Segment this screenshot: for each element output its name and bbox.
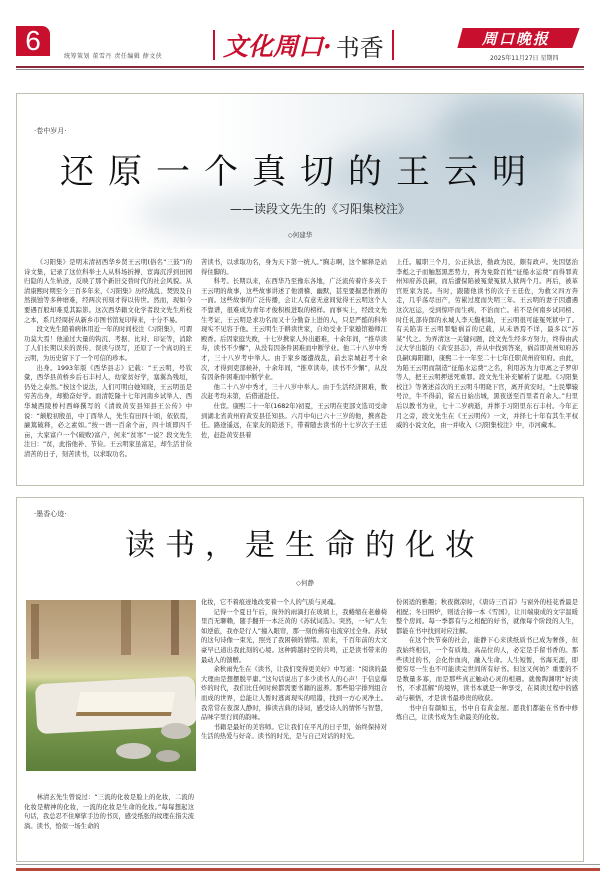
header-rule (16, 66, 584, 68)
paragraph: 上任。履职三个月，公正执法，勤政为民，颇有政声。先因惩治李彪之子而触怒黑恶势力，再为免除百姓“征船水运费”而得罪黄州知府苏良嗣，而后遭保陷被冤蒙冤狱人狱两个月。再后，被革官贬家为民。当时，跟随他读书的次子王廷佐，为救父四方奔走，几乎荡尽田产，劳累过度而失明三年。王云明的妻子因遭遇这次厄运，受到惊吓而生病，不治而亡。若不是何南乡试同榜、时任礼部侍郎的永城人李天馥相助，王云明很可能冤死狱中了。有关陷害王云明罪魁祸首的记载，从未语焉不详，最多以“苏某”代之。为弄清这一关键问题，段文先生经多方努力，终得由武汉大学出版的《黄安县志》，并从中找到答案，祸首即黄州知府苏良嗣(海阳籍)，康熙二十一年至二十七年任职黄州府知府。由此，为陷王云明而制造“征船水运费”之名，利用苏为力审离之子罗卯等人，把王云明押送死重罪。段文先生补充解析了说理。《习阳集校注》等著述首次的王云明斗明晓下官，离开黄安时，“士民攀辕号泣，牛不得前，留五日始出城，黑夜送至百里者百余人。”归里后以教书为业，七十二岁病逝，并葬于习阳里东石丰村。今年正月之旁，段文先生在《王云明传》一文，并择七十年有其生平权威的小说文化，由一并收入《习阳集校注》中，市河藏本。 (396, 259, 578, 430)
paragraph: 苦读书，以求取功名，身为天下第一统人。”胸志啊，这个解释是站得住脚的。 (201, 259, 387, 276)
paragraph: 书籍是最好的美容师。它让我们在平凡的日子里，始终保持对生活的热爱与好奇。读书的时光，是与自己对话的时光。 (201, 723, 387, 741)
book-on-grass-photo (26, 600, 196, 771)
section-title (205, 28, 402, 62)
paragraph: 林清玄先生曾说过：“三流的化妆是脸上的化妆，二流的化妆是精神的化妆，一流的化妆是生命的化妆。”每每想起这句话，我总忍不住摩挲手边的书页，感受纸张的纹理在指尖流淌。读书，恰似一场生命的 (24, 794, 194, 830)
paragraph: 仕宦。康熙二十一年(1682年)初夏，王云明在吏部文选司受命到湖北省黄州府黄安县任知县。六月中旬已六十三岁的他，携喜赴任。路途遥远，在家友的陪送下，带着随去读书的十七岁次子王廷佐，赶赴黄安县着 (201, 402, 387, 439)
section-sub: 书香 (335, 33, 384, 62)
paragraph: 记得一个夏日午后，窗外的雨滴打在玻璃上，我蜷缩在老藤椅里百无聊赖，随手翻开一本泛黄的《苏轼词选》。突然，一句“人生如逆旅，我亦是行人”撞入眼帘，那一刻仿佛有电流穿过全身。苏轼的这句诗像一束光，照亮了我困顿的情绪。原来，千百年前的大文豪早已道出我此刻的心境。这种跨越时空的共鸣，正是读书带来的最动人的馈赠。 (201, 608, 387, 664)
column-tag: ·墨香心迹· (34, 510, 67, 518)
section-main: 文化周口· (223, 32, 332, 61)
paragraph: 书中自有颜如玉，书中自有黄金屋。愿我们都能在书香中修炼自己，让读书成为生命最美的化妆。 (396, 704, 578, 722)
divider (392, 30, 394, 60)
article-title: 读书，是生命的化妆 (125, 528, 485, 563)
header-rule-thin (16, 69, 584, 70)
paragraph: 余秋雨先生在《读书，让我们变得更美好》中写道：“阅读的最大理由是想摆脱平庸。”这句话说出了多少读书人的心声！于信息爆炸的时代，我们比任何时候都需要书籍的滋养。那些铅字排列组合而成的世界，总能让人暂时逃离现实的喧嚣，找到一方心灵净土。我常常在夜深人静时，捧读古典的诗词，感受诗人的情怀与智慧，品味字里行间的韵味。 (201, 666, 387, 722)
paragraph: 段文先生随着病体用近一年的时间校注《习阳集》，可谓功莫大焉！他通过大量的钩沉、考据、比对、印证等，消除了人们长期以来的误传、误读与误写，还原了一个真切的王云明，为历史留下了一个可信的珍本。 (24, 326, 192, 362)
paragraph: 《习阳集》是明末清初西华乡贤王云明(俗名“三鼓”)的诗文集，记录了这位科举士人从科场折搏、宦海沉浮到田园归隐的人生轨迹，反映了那个新旧交替时代的社会风貌。从清康熙时期至今三百多年来，《习阳集》历经战乱、焚毁及自然损蚀等多种磨难，经两次刊刻才得以传世。然而，现如今要遇百般却难觅其踪影。这次西华籍文化学者段文先生所校之本，系几经周折从新乡市图书馆复印得来，十分不易。 (24, 259, 192, 324)
author-byline: ◇何静 (296, 579, 314, 587)
column-tag: ·卷中岁月· (34, 127, 67, 135)
footer-rule-thin (16, 864, 600, 865)
footer-rule (16, 868, 600, 871)
text-column-2 (201, 598, 387, 856)
text-column-2 (201, 258, 387, 480)
paragraph: 他二十八岁中秀才，三十八岁中举人。由于生活经济困难，数次赶考均未第，后借道赴任。 (201, 383, 387, 401)
paragraph: 化妆，它不着痕迹地改变着一个人的气质与灵魂。 (201, 599, 340, 606)
text-column-3 (396, 598, 578, 856)
newspaper-logo (457, 28, 574, 48)
article-subtitle: ——读段文先生的《习阳集校注》 (229, 202, 410, 216)
article-title: 还原一个真切的王云明 (60, 152, 540, 192)
divider (213, 30, 215, 60)
page-number: 6 (16, 26, 50, 56)
text-column-1 (24, 793, 194, 853)
paragraph: 份闲适的雅趣；秋夜微凉时，《唐诗三百首》与窗外的桂花香最是相配；冬日围炉，则适合捧一本《雪国》，让川端康成的文字温暖整个房间。每一季都有与之相配的好书，就像每个阶段的人生，都能在书中找到对应注解。 (396, 599, 578, 635)
author-byline: ◇何建华 (287, 231, 313, 239)
text-column-1 (24, 258, 192, 480)
issue-date: 2025年11月27日 星期四 (490, 55, 559, 62)
paragraph: 出身。1993年版《西华县志》记载：“王云明，号钦彙，西华县黄桥乡后石丰村人，幼家贫好学，塞翼為残垣，仍处之泰然。”按这个说法，人们可明白她知晓，王云明虽是穷苦出身，却勤奋好学。而清乾隆十七年河南乡试举人、西华城西陵桥村西峰撰写的《清故黄安县知县王公传》中说：“颠般初殷虽，中丁酉举人，先生有田四十顷，依依焉，廉篤破释，必之素如。”按一语一百余个亩，四十顷即四千亩，大家富户一个(破败)富户，何来“贫寒”一说？段文先生注日：“贫，此指他补、节俭。王云明家虽富足，却生活甘俭清苦的日子，刻苦读书，以求取功名。 (24, 364, 192, 458)
editor-credits: 统筹策划 董雪丹 责任编辑 薛文侠 (64, 53, 163, 60)
paragraph: 在这个快节奏的社会，能静下心来读纸质书已成为奢侈，但我始终相信，一个有质地、高品位的人，必定是手留书香的。那些读过的书，会化作血肉，融入生命。人生短暂，书海无涯，即使穷尽一生也不可能读完世间所有好书。但这又何妨？重要的不是数量多寡，而是那些真正触动心灵的相遇。就像陶渊明“好读书，不求甚解”的境界，读书本就是一种享受，在阅读过程中的感动与顿悟，才是读书最珍贵的收获。 (396, 637, 578, 702)
logo-text: 周口晚报 (481, 29, 550, 48)
paragraph: 科考。长期以来，在西华乃至豫东各地，广泛流传着许多关于王云明的故事，这些故事讲述了他滑稽、幽默，甚至要掘恶作剧的一面。这些故事的广泛传播，会让人有意无意间觉得王云明这个人不靠谱，很难成为青年才俊积极进取的榜样。而事实上，经段文先生考证，王云明是求功名而又十分勤奋上进的人，只是严酷的科举现实不见容于他。王云明生于耕读世家，自幼受业于家塾馆塾师江殿香。后因家庭失败，十七岁携家人外出避难，十余年间，“推草读寿，读书不少懈”，从没有因条件困难而中断学业。他二十八岁中秀才，三十八岁考中举人。由于家乡屡遭战乱，前去京城赶考十余次，才得到吏部候补，十余年间，“推草读寿，读书不少懈”，从没有因条件困难而中断学业。 (201, 278, 387, 382)
text-column-3 (396, 258, 578, 480)
